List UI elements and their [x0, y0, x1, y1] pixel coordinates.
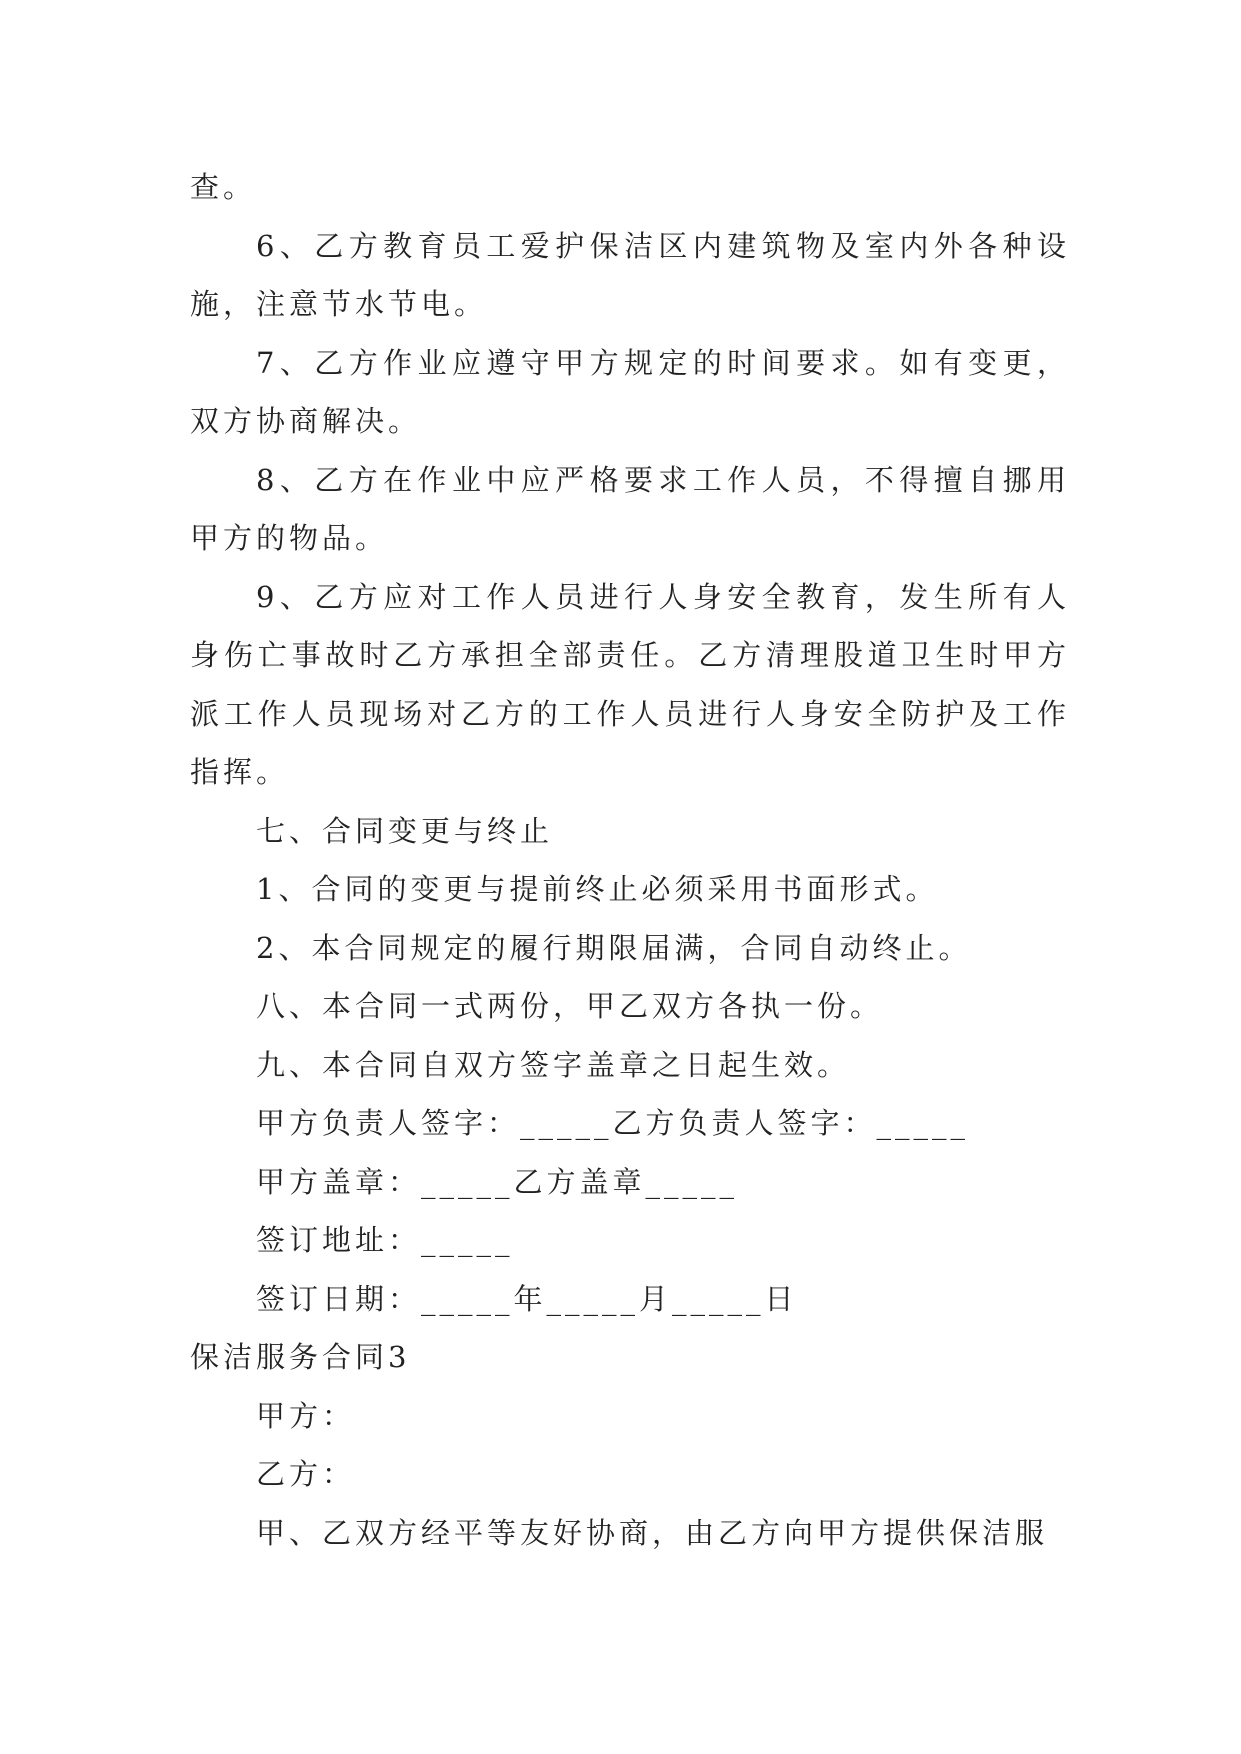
paragraph-clause-8: 8、乙方在作业中应严格要求工作人员，不得擅自挪用甲方的物品。 — [190, 462, 1070, 555]
paragraph-continuation: 查。 — [190, 170, 257, 204]
paragraph-clause-7: 7、乙方作业应遵守甲方规定的时间要求。如有变更，双方协商解决。 — [190, 345, 1070, 438]
paragraph-intro: 甲、乙双方经平等友好协商，由乙方向甲方提供保洁服 — [256, 1515, 1049, 1550]
party-a-line: 甲方： — [256, 1398, 356, 1433]
paragraph-section-7-clause-2: 2、本合同规定的履行期限届满，合同自动终止。 — [256, 930, 972, 965]
paragraph-clause-6: 6、乙方教育员工爱护保洁区内建筑物及室内外各种设施，注意节水节电。 — [190, 228, 1070, 321]
signing-address-line: 签订地址：_____ — [256, 1223, 514, 1257]
signing-date-line: 签订日期：_____年_____月_____日 — [256, 1281, 798, 1316]
contract-title: 保洁服务合同3 — [190, 1340, 411, 1374]
party-b-line: 乙方： — [256, 1457, 356, 1491]
document-body — [190, 158, 1070, 1562]
paragraph-section-7-clause-1: 1、合同的变更与提前终止必须采用书面形式。 — [256, 872, 939, 906]
section-heading-7: 七、合同变更与终止 — [256, 813, 554, 848]
paragraph-clause-9: 9、乙方应对工作人员进行人身安全教育，发生所有人身伤亡事故时乙方承担全部责任。乙方清理股道卫生时甲方派工作人员现场对乙方的工作人员进行人身安全防护及工作指挥。 — [190, 579, 1070, 789]
signature-line-seals: 甲方盖章：_____乙方盖章_____ — [256, 1164, 739, 1199]
signature-line-representatives: 甲方负责人签字：_____乙方负责人签字：_____ — [256, 1106, 970, 1140]
section-heading-8: 八、本合同一式两份，甲乙双方各执一份。 — [256, 989, 884, 1023]
section-heading-9: 九、本合同自双方签字盖章之日起生效。 — [256, 1047, 851, 1082]
